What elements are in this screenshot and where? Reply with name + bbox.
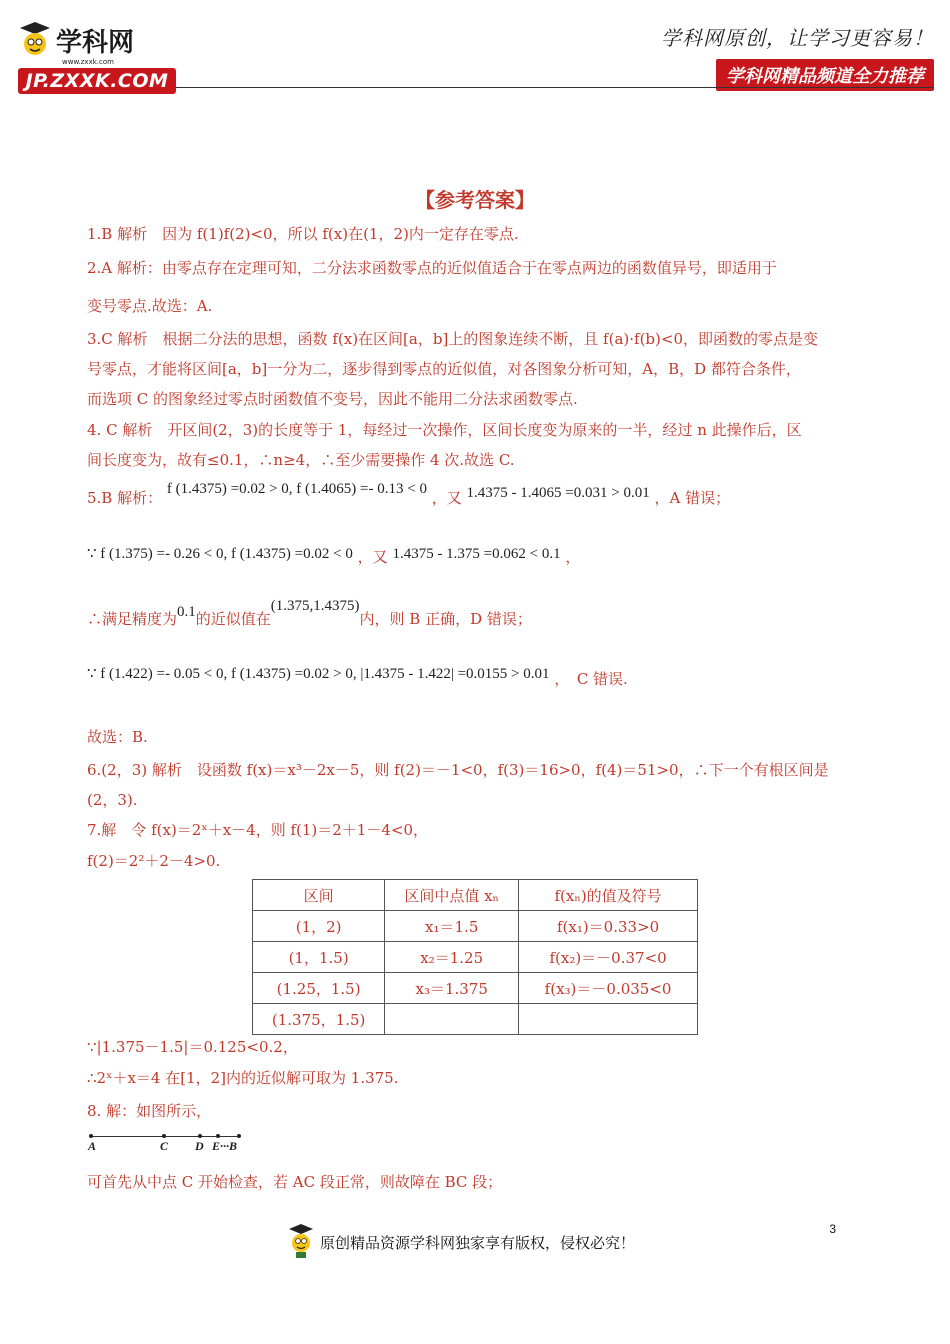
- answer-5-approx-label: 的近似值在: [195, 610, 271, 628]
- point-c: [162, 1134, 166, 1138]
- table-header-row: [253, 880, 698, 911]
- table-row: [253, 1004, 698, 1035]
- answer-5-result: 内，则 B 正确，D 错误；: [359, 610, 532, 628]
- header-right: [634, 22, 934, 91]
- answer-5-connector-2: ，又: [357, 548, 388, 566]
- page-title: 【参考答案】: [415, 188, 535, 212]
- answer-5-line-1: [87, 483, 877, 514]
- point-b: [237, 1134, 241, 1138]
- recommend-banner[interactable]: 学科网精品频道全力推荐: [716, 59, 934, 91]
- answer-3-line-1: 3.C 解析 根据二分法的思想，函数 f(x)在区间[a，b]上的图象连续不断，且 f(a)·f(b)<0，即函数的零点是变: [87, 330, 818, 348]
- table-cell: f(x₁)＝0.33>0: [519, 911, 698, 942]
- answer-5-precision-label: ∴满足精度为: [87, 610, 178, 628]
- answer-5-formula-2: 1.4375 - 1.4065 =0.031 > 0.01: [466, 485, 650, 501]
- table-cell: x₃＝1.375: [385, 973, 519, 1004]
- table-header: 区间中点值 xₙ: [385, 880, 519, 911]
- answer-5-line-2: [87, 542, 877, 573]
- answer-5-formula-1: f (1.4375) =0.02 > 0, f (1.4065) =- 0.13 < 0: [166, 481, 427, 497]
- graduate-mascot-icon: [18, 20, 52, 58]
- logo-url: www.zxxk.com: [62, 58, 114, 66]
- footer: [288, 1222, 688, 1262]
- answer-7-line-2: f(2)＝2²＋2－4>0.: [87, 852, 221, 870]
- bisection-table: [252, 879, 698, 1035]
- answer-6-line-1: 6.(2，3) 解析 设函数 f(x)＝x³－2x－5，则 f(2)＝－1<0，f(3)＝16>0，f(4)＝51>0，∴下一个有根区间是: [87, 761, 829, 779]
- table-cell: (1.375，1.5): [253, 1004, 385, 1035]
- table-row: [253, 973, 698, 1004]
- table-cell: [519, 1004, 698, 1035]
- answer-5-line-4: [87, 664, 877, 695]
- answer-1: 1.B 解析 因为 f(1)f(2)<0，所以 f(x)在(1，2)内一定存在零点.: [87, 225, 519, 243]
- table-cell: x₁＝1.5: [385, 911, 519, 942]
- answer-5-comma: ，: [565, 548, 581, 566]
- slogan: 学科网原创，让学习更容易！: [661, 26, 934, 50]
- answer-5-interval: (1.375,1.4375): [270, 598, 360, 614]
- answer-5-conclusion: ，A 错误；: [654, 489, 731, 507]
- label-e-b: E···B: [212, 1139, 238, 1153]
- answer-5-connector: ，又: [431, 489, 462, 507]
- answer-6-line-2: (2，3).: [87, 791, 138, 809]
- copyright-text: 原创精品资源学科网独家享有版权，侵权必究！: [320, 1233, 636, 1252]
- table-cell: f(x₂)＝－0.37<0: [519, 942, 698, 973]
- logo-name: 学科网: [56, 28, 135, 58]
- answer-8-line-2: 可首先从中点 C 开始检查，若 AC 段正常，则故障在 BC 段；: [87, 1173, 503, 1191]
- answer-5-line-3: [87, 598, 877, 635]
- table-cell: f(x₃)＝－0.035<0: [519, 973, 698, 1004]
- table-cell: (1，1.5): [253, 942, 385, 973]
- label-a: A: [88, 1139, 97, 1153]
- answer-5-formula-3: ∵ f (1.375) =- 0.26 < 0, f (1.4375) =0.02 < 0: [87, 546, 353, 562]
- logo-domain: JP.ZXXK.COM: [18, 68, 176, 94]
- answer-4-line-1: 4. C 解析 开区间(2，3)的长度等于 1，每经过一次操作，区间长度变为原来的一半，经过 n 此操作后，区: [87, 421, 802, 439]
- line-segment-diagram: [90, 1130, 250, 1156]
- table-row: [253, 911, 698, 942]
- answer-5-precision: 0.1: [177, 604, 196, 620]
- answer-5-label: 5.B 解析：: [87, 489, 163, 507]
- answer-2-line-2: 变号零点.故选：A.: [87, 297, 213, 315]
- answer-2-line-1: 2.A 解析：由零点存在定理可知，二分法求函数零点的近似值适合于在零点两边的函数值异号，即适用于: [87, 259, 777, 277]
- answer-7-line-4: ∴2ˣ＋x＝4 在[1，2]内的近似解可取为 1.375.: [87, 1069, 399, 1087]
- table-row: [253, 942, 698, 973]
- answer-5-c-wrong: ， C 错误.: [554, 670, 628, 688]
- point-e: [216, 1134, 220, 1138]
- site-logo[interactable]: [18, 14, 188, 96]
- graduate-mascot-icon: [288, 1222, 314, 1262]
- answer-4-line-2: 间长度变为，故有≤0.1，∴n≥4，∴至少需要操作 4 次.故选 C.: [87, 451, 515, 469]
- answer-5-formula-4: 1.4375 - 1.375 =0.062 < 0.1: [392, 546, 561, 562]
- answer-3-line-3: 而选项 C 的图象经过零点时函数值不变号，因此不能用二分法求函数零点.: [87, 390, 578, 408]
- table-cell: [385, 1004, 519, 1035]
- table-cell: x₂＝1.25: [385, 942, 519, 973]
- label-c: C: [160, 1139, 169, 1153]
- point-d: [198, 1134, 202, 1138]
- point-a: [89, 1134, 93, 1138]
- label-d: D: [195, 1139, 204, 1153]
- page-number: 3: [829, 1222, 836, 1236]
- answer-7-line-3: ∵|1.375－1.5|＝0.125<0.2，: [87, 1038, 298, 1056]
- answer-8-line-1: 8. 解：如图所示，: [87, 1102, 212, 1120]
- table-header: f(xₙ)的值及符号: [519, 880, 698, 911]
- header-rule: [176, 87, 934, 88]
- table-header: 区间: [253, 880, 385, 911]
- table-cell: (1.25，1.5): [253, 973, 385, 1004]
- table-cell: (1，2): [253, 911, 385, 942]
- answer-5-formula-5: ∵ f (1.422) =- 0.05 < 0, f (1.4375) =0.02 > 0, |1.4375 - 1.422| =0.0155 > 0.01: [87, 666, 550, 682]
- answer-7-line-1: 7.解 令 f(x)＝2ˣ＋x－4，则 f(1)＝2＋1－4<0，: [87, 821, 429, 839]
- answer-5-final: 故选：B.: [87, 728, 148, 746]
- answer-3-line-2: 号零点，才能将区间[a，b]一分为二，逐步得到零点的近似值，对各图象分析可知，A，B，D 都符合条件，: [87, 360, 801, 378]
